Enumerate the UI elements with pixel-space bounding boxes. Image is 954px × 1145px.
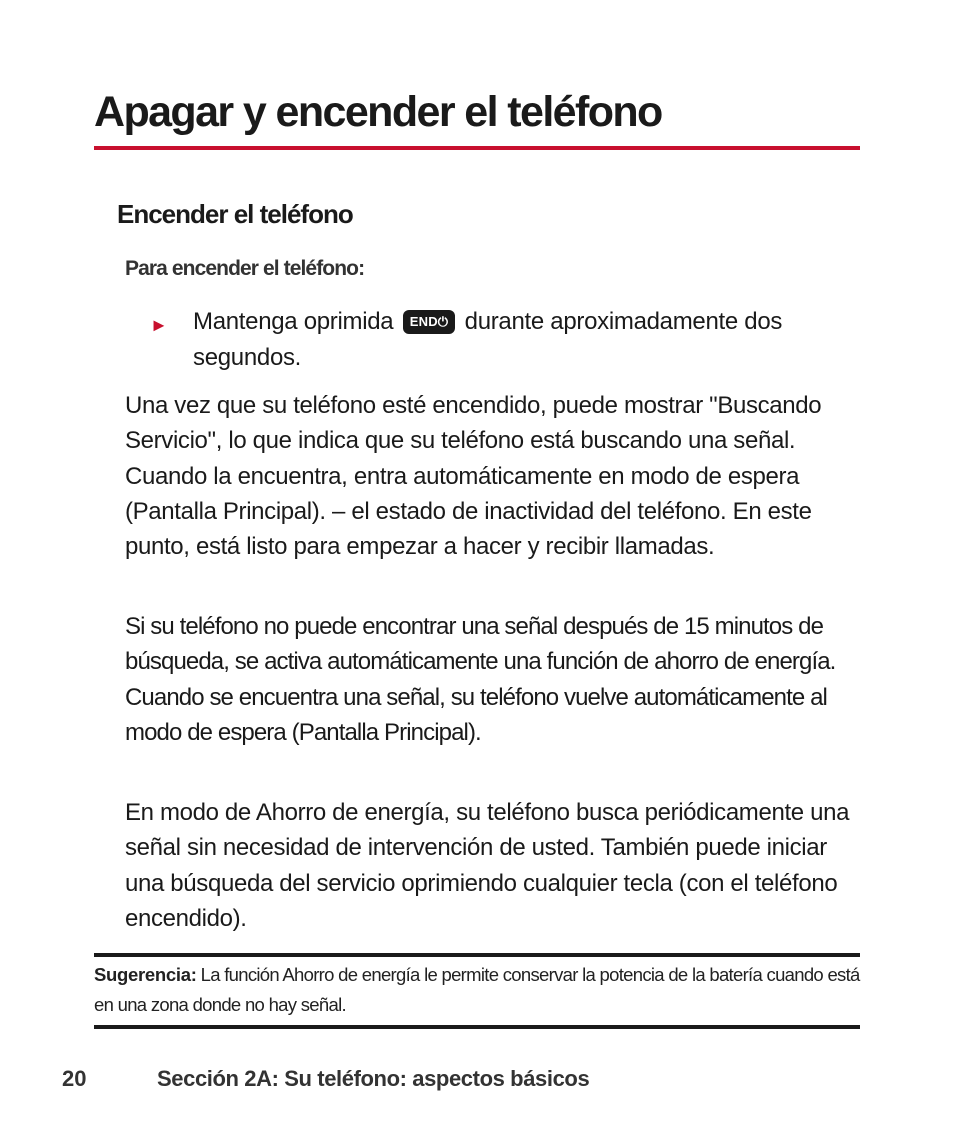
step-text-after: durante aproximadamente dos segundos. (193, 308, 783, 371)
tip-label: Sugerencia: (94, 964, 197, 985)
bullet-arrow-icon: ► (150, 315, 168, 335)
tip-top-divider (94, 953, 860, 957)
instruction-heading: Para encender el teléfono: (125, 257, 365, 280)
end-power-key-icon: END⏻ (403, 310, 456, 334)
paragraph-power-save-mode: En modo de Ahorro de energía, su teléfono busca periódicamente una señal sin necesidad de intervención de usted. También puede iniciar una búsqueda del servicio oprimiendo cualquier tecla (con el teléfono encendido). (125, 799, 850, 932)
step-text (193, 304, 860, 376)
section-heading: Encender el teléfono (117, 199, 353, 229)
paragraph-power-save-activation: Si su teléfono no puede encontrar una señal después de 15 minutos de búsqueda, se activa automáticamente una función de ahorro de energía. Cuando se encuentra una señal, su teléfono vuelve automáticamente al modo de espera (Pantalla Principal). (125, 613, 836, 746)
step-text-before: Mantenga oprimida (193, 308, 394, 335)
title-divider (94, 146, 860, 150)
footer-section-title: Sección 2A: Su teléfono: aspectos básicos (157, 1066, 590, 1091)
page-title: Apagar y encender el teléfono (94, 88, 662, 136)
paragraph-searching-service: Una vez que su teléfono esté encendido, puede mostrar "Buscando Servicio", lo que indica que su teléfono está buscando una señal. Cuando la encuentra, entra automáticamente en modo de espera (Pantalla Principal). – el estado de inactividad del teléfono. En este punto, está listo para empezar a hacer y recibir llamadas. (125, 392, 822, 561)
tip-bottom-divider (94, 1025, 860, 1029)
page-number: 20 (62, 1066, 87, 1091)
tip-box (94, 960, 864, 1020)
instruction-step (150, 304, 860, 376)
tip-text: La función Ahorro de energía le permite conservar la potencia de la batería cuando está en una zona donde no hay señal. (94, 964, 860, 1015)
